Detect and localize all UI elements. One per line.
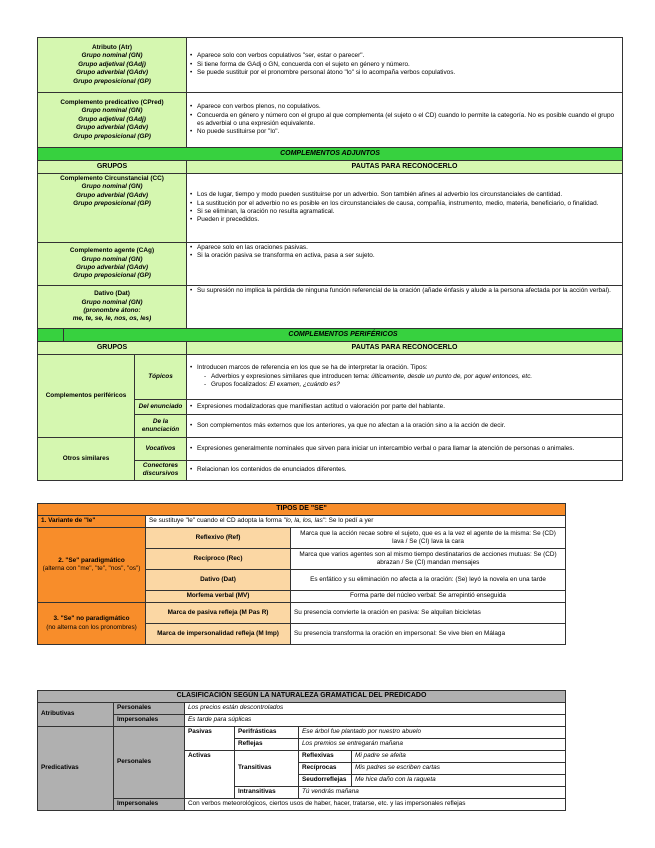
cc-group: Grupo preposicional (GP): [73, 200, 151, 208]
atributo-group: Grupo adjetival (GAdj): [78, 60, 146, 68]
note-item: • Introducen marcos de referencia en los que se ha de interpretar la oración. Tipos:: [190, 364, 619, 372]
cpred-group: Grupo adjetival (GAdj): [78, 115, 146, 123]
activas-label: Activas: [185, 751, 235, 799]
sub-text: Adverbios y expresiones similares que introducen tema:: [211, 372, 372, 380]
transitivas-label: Transitivas: [235, 751, 299, 787]
reflexivo-row: [38, 528, 566, 549]
dat-group: (pronombre átono:: [83, 307, 141, 314]
cag-notes: [187, 243, 623, 286]
dat-name: Dativo (Dat): [94, 290, 130, 298]
pred-personales-label: Personales: [114, 727, 185, 799]
cag-group: Grupo nominal (GN): [81, 255, 143, 263]
cpred-row: [38, 93, 623, 148]
pasivas-perif-row: [38, 727, 566, 739]
pasiva-name: Marca de pasiva refleja (M Pas R): [146, 603, 291, 624]
cc-group: Grupo adverbial (GAdv): [75, 191, 149, 199]
cpred-group: Grupo adverbial (GAdv): [75, 124, 149, 132]
variante-row: [38, 516, 566, 528]
se-types-table: [37, 503, 566, 645]
reflexivas-label: Reflexivas: [299, 751, 352, 763]
dativo-desc: Es enfático y su eliminación no afecta a la oración: (Se) leyó la novela en una tarde: [291, 570, 566, 591]
impersonal-name: Marca de impersonalidad refleja (M Imp): [146, 624, 291, 645]
variante-forms: "lo, la, los, las": [283, 517, 326, 525]
enunciado-name: Del enunciado: [135, 400, 187, 415]
pasivas-label: Pasivas: [185, 727, 235, 751]
note-subitem: [204, 381, 619, 389]
perifericos-title: COMPLEMENTOS PERIFÉRICOS: [64, 329, 623, 342]
atr-imp-row: [38, 715, 566, 727]
note-item: • Expresiones generalmente nominales que sirven para iniciar un intercambio verbal o para llamar la atención de personas o animales.: [190, 445, 619, 453]
note-item: • Se puede sustituir por el pronombre personal átono "lo" si lo acompaña verbos copulativos.: [190, 69, 619, 77]
pautas-header: PAUTAS PARA RECONOCERLO: [187, 161, 623, 174]
vocativos-name: Vocativos: [135, 438, 187, 461]
perif-example: Ese árbol fue plantado por nuestro abuelo: [299, 727, 566, 739]
sub-text: Grupos focalizados:: [211, 381, 270, 389]
note-item: • La sustitución por el adverbio no es posible en los circunstanciales de causa, compañía, instrumento, medio, materia, beneficiario, o finalidad.: [190, 200, 619, 208]
cag-name: Complemento agente (CAg): [69, 247, 155, 255]
reciprocas-example: Mis padres se escriben cartas: [352, 763, 566, 775]
perifericos-label: Complementos periféricos: [38, 355, 135, 438]
cc-row: [38, 174, 623, 243]
vocativos-row: [38, 438, 623, 461]
morfema-desc: Forma parte del núcleo verbal: Se arrepintió enseguida: [291, 591, 566, 603]
se-title: TIPOS DE "SE": [38, 504, 566, 516]
enunciacion-name: De la enunciación: [135, 415, 187, 438]
dat-group: me, te, se, le, nos, os, les): [72, 315, 152, 323]
dativo-name: Dativo (Dat): [146, 570, 291, 591]
intransitivas-label: Intransitivas: [235, 787, 299, 799]
perifericos-title-row: [38, 329, 623, 342]
reflexivo-desc: Marca que la acción recae sobre el sujeto, que es a la vez el agente de la misma: Se (CD) lava / Se (CI) lava la cara: [291, 528, 566, 549]
pasiva-row: [38, 603, 566, 624]
reflejas-label: Reflejas: [235, 739, 299, 751]
note-item: • Los de lugar, tiempo y modo pueden sustituirse por un adverbio. Son también afines al adverbio los circunstanciales de cantidad.: [190, 191, 619, 199]
cag-row: [38, 243, 623, 286]
cc-name: Complemento Circunstancial (CC): [60, 175, 164, 182]
pred-imp-row: [38, 799, 566, 811]
seudorreflejas-label: Seudorreflejas: [299, 775, 352, 787]
atr-pers-example: Los precios están descontrolados: [185, 703, 566, 715]
topicos-notes: [187, 355, 623, 400]
cpred-name: Complemento predicativo (CPred): [60, 98, 164, 106]
personales-label: Personales: [114, 703, 185, 715]
cpred-notes: [187, 93, 623, 148]
sub-example: últicamente, desde un punto de, por aquel entonces, etc.: [371, 372, 533, 380]
atributo-name: Atributo (Atr): [91, 43, 133, 51]
note-item: • Son complementos más externos que los anteriores, ya que no afectan a la oración sino a la acción de decir.: [190, 422, 619, 430]
paradigmatico-label: 2. "Se" paradigmático: [58, 556, 125, 564]
note-item: • Concuerda en género y número con el grupo al que complementa (el sujeto o el CD) cuando lo permite la categoría. No es posible cuando el grupo es adverbial o una expresión equivalente.: [190, 112, 619, 129]
cc-notes: [187, 174, 623, 243]
dat-group: Grupo nominal (GN): [81, 298, 143, 306]
grupos-header-2: GRUPOS: [38, 342, 187, 355]
note-item: • Pueden ir precedidos.: [190, 216, 619, 224]
atributo-group: Grupo preposicional (GP): [73, 77, 151, 85]
pasiva-desc: Su presencia convierte la oración en pasiva: Se alquilan bicicletas: [291, 603, 566, 624]
vocativos-notes: [187, 438, 623, 461]
predicate-classification-table: [37, 690, 566, 811]
perifrasticas-label: Perifrásticas: [235, 727, 299, 739]
topicos-row: [38, 355, 623, 400]
atributo-group: Grupo nominal (GN): [81, 52, 143, 60]
cpred-cell: [38, 93, 187, 148]
variante-example: : Se lo pedí a yer: [325, 517, 374, 525]
sub-example: El examen, ¿cuándo es?: [269, 381, 340, 389]
complements-table: [37, 37, 623, 481]
atributo-group: Grupo adverbial (GAdv): [75, 69, 149, 77]
note-item: • Expresiones modalizadoras que manifiestan actitud o valoración por parte del hablante.: [190, 403, 619, 411]
impersonal-desc: Su presencia transforma la oración en impersonal: Se vive bien en Málaga: [291, 624, 566, 645]
no-paradigmatico-label: 3. "Se" no paradigmático: [53, 615, 130, 623]
conectores-name: Conectores discursivos: [135, 461, 187, 481]
note-item: • Aparece solo con verbos copulativos "ser, estar o parecer".: [190, 52, 619, 60]
refl-example: Los premios se entregarán mañana: [299, 739, 566, 751]
pred-imp-example: Con verbos meteorológicos, ciertos usos de haber, hacer, tratarse, etc. y las impersonales reflejas: [185, 799, 566, 811]
title-spacer: [38, 329, 64, 342]
dat-row: [38, 286, 623, 329]
grupos-header: GRUPOS: [38, 161, 187, 174]
note-item: • Relacionan los contenidos de enunciados diferentes.: [190, 466, 619, 474]
note-item: • Si la oración pasiva se transforma en activa, pasa a ser sujeto.: [190, 252, 619, 260]
note-item: • Aparece con verbos plenos, no copulativos.: [190, 103, 619, 111]
impersonales-label: Impersonales: [114, 715, 185, 727]
seudo-example: Me hice daño con la raqueta: [352, 775, 566, 787]
adjuntos-header-row: [38, 161, 623, 174]
atributivas-label: Atributivas: [38, 703, 114, 727]
adjuntos-title-row: [38, 148, 623, 161]
cag-group: Grupo preposicional (GP): [73, 272, 151, 280]
classification-title: CLASIFICACIÓN SEGÚN LA NATURALEZA GRAMATICAL DEL PREDICADO: [38, 691, 566, 703]
reciprocas-label: Recíprocas: [299, 763, 352, 775]
cag-group: Grupo adverbial (GAdv): [75, 264, 149, 271]
morfema-name: Morfema verbal (MV): [146, 591, 291, 603]
cpred-group: Grupo preposicional (GP): [73, 132, 151, 140]
reciproco-desc: Marca que varios agentes son al mismo tiempo destinatarios de acciones mutuas: Se (CD) abrazan / Se (CI) mandan mensajes: [291, 549, 566, 570]
pred-impersonales-label: Impersonales: [114, 799, 185, 811]
cpred-group: Grupo nominal (GN): [81, 107, 143, 115]
enunciacion-notes: [187, 415, 623, 438]
conectores-notes: [187, 461, 623, 481]
intrans-example: Tú vendrás mañana: [299, 787, 566, 799]
otros-label: Otros similares: [38, 438, 135, 481]
atributo-row: [38, 38, 623, 93]
no-paradigmatico-cell: [38, 603, 146, 645]
note-item: • No puede sustituirse por "lo".: [190, 128, 619, 136]
note-subitem: [204, 373, 619, 381]
perifericos-header-row: [38, 342, 623, 355]
no-paradigmatico-sub: (no alterna con los pronombres): [46, 623, 137, 631]
classification-title-row: [38, 691, 566, 703]
variante-label: 1. Variante de "le": [38, 516, 146, 528]
variante-text: [146, 516, 566, 528]
atr-pers-row: [38, 703, 566, 715]
predicativas-label: Predicativas: [38, 727, 114, 811]
paradigmatico-sub: (alterna con "me", "te", "nos", "os"): [42, 565, 141, 572]
pautas-header-2: PAUTAS PARA RECONOCERLO: [187, 342, 623, 355]
atributo-cell: [38, 38, 187, 93]
cc-cell: [38, 174, 187, 243]
enunciado-notes: [187, 400, 623, 415]
note-item: • Su supresión no implica la pérdida de ninguna función referencial de la oración (añade énfasis y alude a la persona afectada por la acción verbal).: [190, 287, 619, 295]
variante-desc: Se sustituye "le" cuando el CD adopta la forma: [149, 517, 284, 525]
topicos-name: Tópicos: [135, 355, 187, 400]
se-title-row: [38, 504, 566, 516]
dat-notes: [187, 286, 623, 329]
adjuntos-title: COMPLEMENTOS ADJUNTOS: [38, 148, 623, 161]
reciproco-name: Recíproco (Rec): [146, 549, 291, 570]
note-item: • Aparece solo en las oraciones pasivas.: [190, 244, 619, 252]
dat-cell: [38, 286, 187, 329]
atributo-notes: [187, 38, 623, 93]
reflexivo-name: Reflexivo (Ref): [146, 528, 291, 549]
cag-cell: [38, 243, 187, 286]
note-item: • Si tiene forma de GAdj o GN, concuerda con el sujeto en género y número.: [190, 61, 619, 69]
reflexivas-example: Mi padre se afeita: [352, 751, 566, 763]
atr-imp-example: Es tarde para súplicas: [185, 715, 566, 727]
paradigmatico-cell: [38, 528, 146, 603]
cc-group: Grupo nominal (GN): [81, 183, 143, 191]
note-item: • Si se eliminan, la oración no resulta agramatical.: [190, 208, 619, 216]
